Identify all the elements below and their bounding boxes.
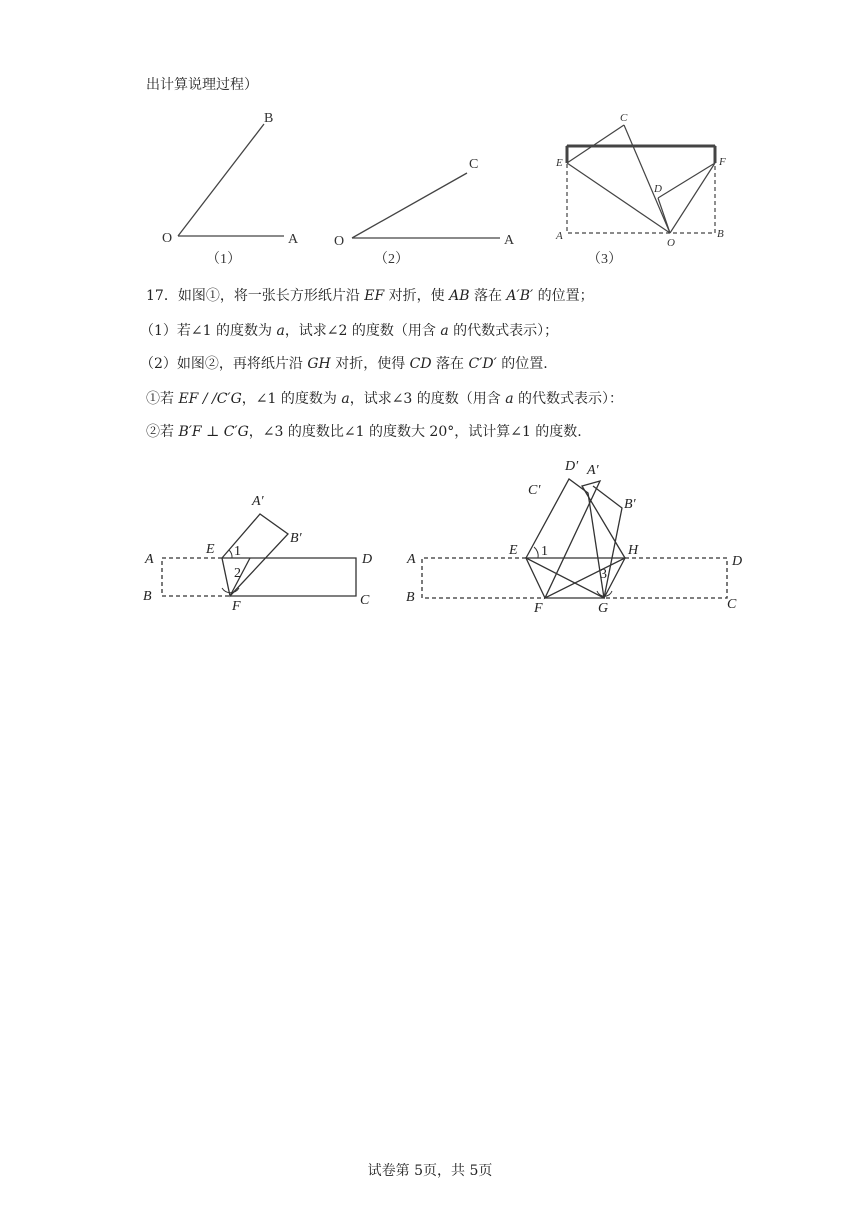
fig3-label-b: B (717, 228, 724, 240)
fig17-right-diagram (422, 479, 727, 598)
q17-part1-alpha2: a (440, 323, 449, 339)
fig2-label-c: C (469, 157, 479, 172)
fig17-right-label-g: G (598, 601, 609, 616)
fig17-right-label-d: D (732, 554, 743, 569)
q17-sub2-text-b: ，∠3 的度数比∠1 的度数大 20°，试计算∠1 的度数. (248, 424, 582, 440)
fig2-label-a: A (504, 233, 515, 248)
q17-sub1-alpha: a (341, 391, 350, 407)
fig3-label-c: C (620, 112, 628, 124)
fig17-right-label-c1: C′ (528, 483, 541, 498)
fig17-left-diagram (162, 514, 356, 596)
q17-subpart1 (146, 390, 623, 408)
figure-17 (0, 450, 860, 630)
fig17-left-label-a: A (145, 552, 154, 567)
q17-part2 (140, 355, 548, 373)
fig17-right-label-a: A (407, 552, 416, 567)
q17-intro-ef: EF (364, 288, 385, 304)
fig17-left-label-a1: A′ (252, 494, 264, 509)
fig3-label-e: E (556, 157, 563, 169)
q17-intro-a1b1: A′B′ (506, 288, 534, 304)
fig1-label-a: A (288, 232, 299, 247)
q17-intro-text-a: 17．如图①，将一张长方形纸片沿 (146, 288, 365, 304)
q17-sub2-relation: B′F ⊥ C′G (178, 424, 249, 440)
fig17-left-label-d: D (362, 552, 373, 567)
fig17-left-label-c: C (360, 593, 370, 608)
fig1-label-o: O (162, 231, 173, 246)
fig17-left-label-f: F (232, 599, 241, 614)
fig2-label-o: O (334, 234, 345, 249)
fig1-label-b: B (264, 111, 274, 126)
q17-sub1-text-a: ①若 (146, 391, 179, 407)
fig2-caption: （2） (374, 252, 409, 267)
q17-part2-text-c: 落在 (431, 356, 469, 372)
fig17-right-label-d1: D′ (565, 459, 579, 474)
fig17-right-label-f: F (534, 601, 543, 616)
fig17-right-label-b1: B′ (624, 497, 636, 512)
fig17-right-angle-3: 3 (600, 567, 607, 582)
fig17-left-angle-1: 1 (234, 544, 241, 559)
fig3-caption: （3） (587, 252, 622, 267)
q17-sub1-text-b: ，∠1 的度数为 (241, 391, 342, 407)
fig3-label-f: F (719, 156, 726, 168)
fig17-left-label-b: B (143, 589, 152, 604)
q17-part2-text-a: （2）如图②，再将纸片沿 (140, 356, 308, 372)
fig17-left-label-e: E (206, 542, 215, 557)
q17-part2-cd: CD (409, 356, 432, 372)
q17-part1-text-c: 的代数式表示）； (448, 323, 559, 339)
q17-intro-ab: AB (449, 288, 470, 304)
fig17-right-label-e: E (509, 543, 518, 558)
fig3-label-d: D (654, 183, 662, 195)
q17-part2-text-b: 对折，使得 (330, 356, 410, 372)
fig17-right-label-h: H (628, 543, 639, 558)
fig17-right-label-c: C (727, 597, 737, 612)
q17-subpart2 (146, 423, 582, 441)
q17-sub1-text-d: 的代数式表示）： (513, 391, 624, 407)
q17-part1 (140, 322, 558, 340)
fig17-left-angle-2: 2 (234, 566, 241, 581)
q17-sub2-text-a: ②若 (146, 424, 179, 440)
page-footer: 试卷第 5页，共 5页 (367, 1163, 493, 1179)
q17-sub1-relation: EF / /C′G (178, 391, 242, 407)
q17-intro (146, 287, 594, 305)
q17-sub1-alpha2: a (505, 391, 514, 407)
fig1-caption: （1） (206, 252, 241, 267)
fig3-label-o: O (667, 237, 675, 249)
q17-part2-c1d1: C′D′ (468, 356, 497, 372)
q17-part1-alpha: a (276, 323, 285, 339)
q17-sub1-text-c: ，试求∠3 的度数（用含 (349, 391, 506, 407)
q17-part2-gh: GH (307, 356, 331, 372)
q17-part1-text-b: ，试求∠2 的度数（用含 (284, 323, 441, 339)
q17-intro-text-d: 的位置； (533, 288, 594, 304)
fig17-left-label-b1: B′ (290, 531, 302, 546)
q17-intro-text-b: 对折，使 (384, 288, 450, 304)
fig17-right-label-b: B (406, 590, 415, 605)
question-16-continuation: 出计算说理过程） (146, 77, 258, 93)
q17-intro-text-c: 落在 (469, 288, 507, 304)
fig3-diagram (567, 125, 715, 233)
fig3-label-a: A (556, 230, 563, 242)
fig17-right-label-a1: A′ (587, 463, 599, 478)
fig17-right-angle-1: 1 (541, 544, 548, 559)
q17-part2-text-d: 的位置. (496, 356, 548, 372)
q17-part1-text-a: （1）若∠1 的度数为 (140, 323, 277, 339)
